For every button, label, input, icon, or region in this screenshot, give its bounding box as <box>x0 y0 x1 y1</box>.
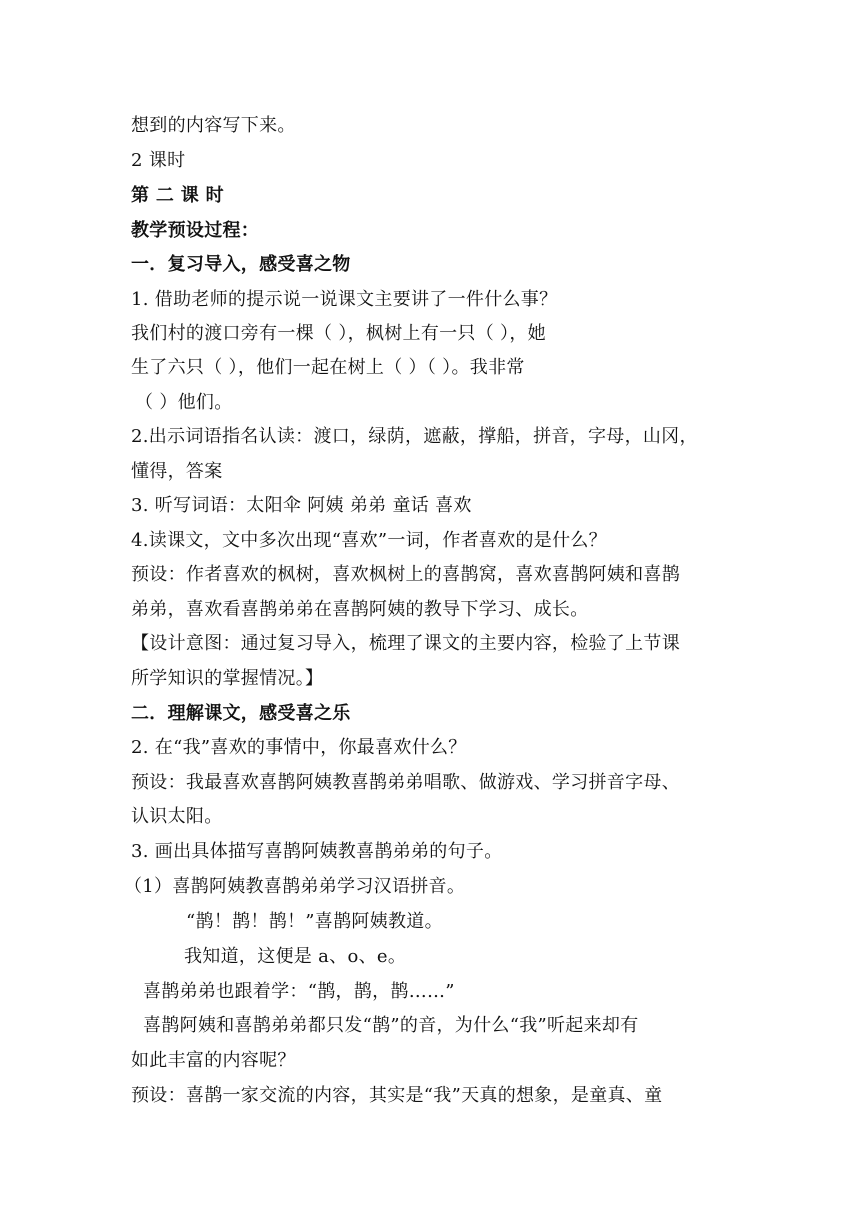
text-line: 想到的内容写下来。 <box>131 115 296 136</box>
section-heading: 教学预设过程： <box>131 220 260 241</box>
text-line: 预设：作者喜欢的枫树，喜欢枫树上的喜鹊窝，喜欢喜鹊阿姨和喜鹊 <box>131 564 680 585</box>
text-line: 喜鹊阿姨和喜鹊弟弟都只发“鹊”的音，为什么“我”听起来却有 <box>143 1015 639 1036</box>
text-line: 4.读课文，文中多次出现“喜欢”一词，作者喜欢的是什么？ <box>131 530 607 551</box>
text-line: 懂得，答案 <box>131 461 223 482</box>
text-line: 【设计意图：通过复习导入，梳理了课文的主要内容，检验了上节课 <box>131 633 680 654</box>
section-heading: 一．复习导入，感受喜之物 <box>131 254 351 275</box>
text-line: 如此丰富的内容呢？ <box>131 1050 296 1071</box>
section-heading: 二．理解课文，感受喜之乐 <box>131 703 351 724</box>
text-line: 预设：喜鹊一家交流的内容，其实是“我”天真的想象，是童真、童 <box>131 1085 663 1106</box>
text-line: 所学知识的掌握情况。】 <box>131 668 324 689</box>
text-line: “鹊！鹊！鹊！”喜鹊阿姨教道。 <box>186 911 443 932</box>
text-line: 1. 借助老师的提示说一说课文主要讲了一件什么事？ <box>131 289 558 310</box>
text-line: 预设：我最喜欢喜鹊阿姨教喜鹊弟弟唱歌、做游戏、学习拼音字母、 <box>131 772 680 793</box>
text-line: 喜鹊弟弟也跟着学：“鹊，鹊，鹊……” <box>143 981 455 1002</box>
section-heading: 第 二 课 时 <box>131 185 224 206</box>
text-line: （1）喜鹊阿姨教喜鹊弟弟学习汉语拼音。 <box>124 876 466 897</box>
text-line: 我知道，这便是 a、o、e。 <box>184 946 407 967</box>
text-line: 3. 画出具体描写喜鹊阿姨教喜鹊弟弟的句子。 <box>131 841 503 862</box>
text-line: 2. 在“我”喜欢的事情中，你最喜欢什么？ <box>131 737 467 758</box>
text-line: 3. 听写词语：太阳伞 阿姨 弟弟 童话 喜欢 <box>131 495 472 516</box>
text-line: 2 课时 <box>131 150 186 171</box>
text-line: 2.出示词语指名认读：渡口，绿荫，遮蔽，撑船，拼音，字母，山冈， <box>131 426 698 447</box>
text-line: （ ）他们。 <box>135 392 233 413</box>
text-line: 生了六只（ ），他们一起在树上（ ）（ ）。我非常 <box>131 357 525 378</box>
text-line: 认识太阳。 <box>131 806 223 827</box>
text-line: 我们村的渡口旁有一棵（ ），枫树上有一只（ ），她 <box>131 323 546 344</box>
text-line: 弟弟，喜欢看喜鹊弟弟在喜鹊阿姨的教导下学习、成长。 <box>131 599 589 620</box>
